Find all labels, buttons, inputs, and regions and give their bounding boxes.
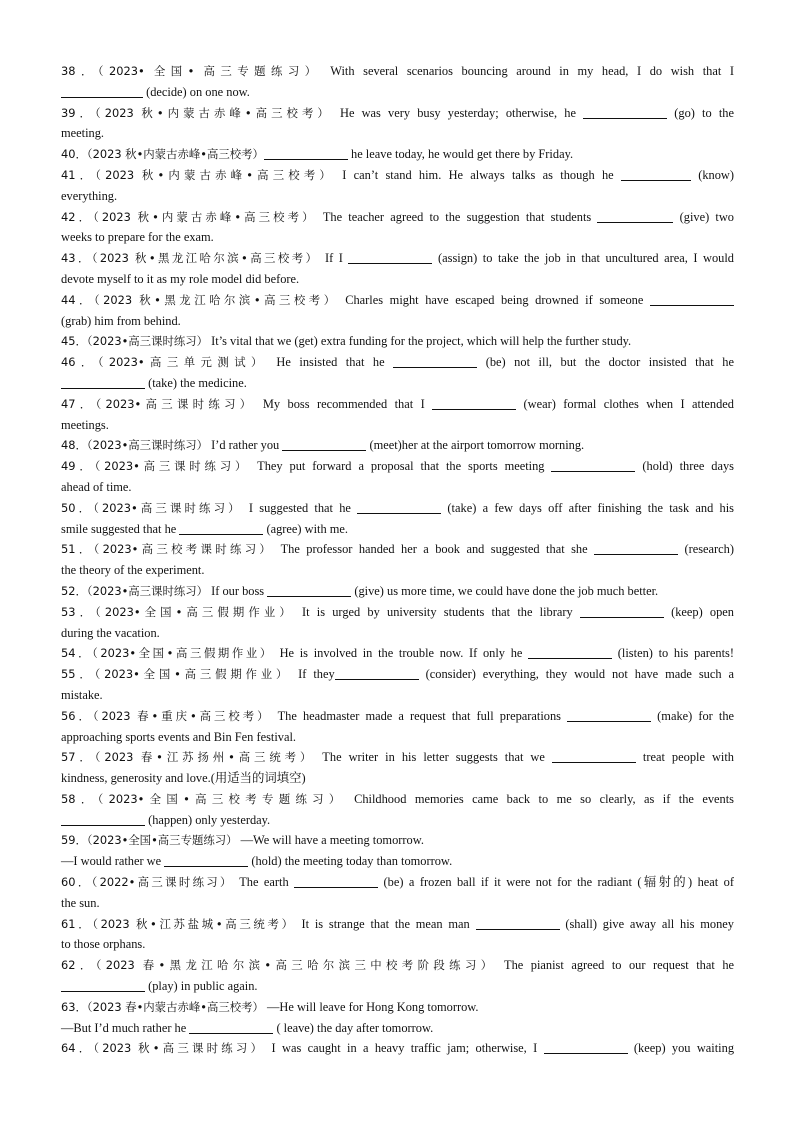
question-text: The pianist agreed to our request that he [496, 958, 735, 973]
question-line [61, 727, 734, 748]
question-text: (take) a few days off after finishing the task and his [441, 500, 735, 515]
question-line [61, 498, 734, 519]
exercise-page [61, 61, 734, 1059]
question-text: the sun. [61, 895, 100, 910]
question-49 [61, 456, 734, 498]
question-source: 60．（2022•高三课时练习） [61, 875, 234, 890]
question-44 [61, 290, 734, 332]
question-43 [61, 248, 734, 290]
question-text: He was very busy yesterday; otherwise, he [332, 105, 584, 120]
answer-blank[interactable] [650, 292, 734, 306]
question-source: 46．（2023•高三单元测试） [61, 355, 268, 370]
answer-blank[interactable] [476, 916, 560, 930]
answer-blank[interactable] [164, 853, 248, 867]
answer-blank[interactable] [61, 375, 145, 389]
question-line [61, 331, 734, 352]
question-source: 40．（2023 秋•内蒙古赤峰•高三校考） [61, 147, 264, 162]
question-text: I was caught in a heavy traffic jam; otherwise, I [265, 1041, 544, 1056]
answer-blank[interactable] [264, 146, 348, 160]
answer-blank[interactable] [544, 1040, 628, 1054]
question-45 [61, 331, 734, 352]
question-47 [61, 394, 734, 436]
question-59 [61, 830, 734, 872]
answer-blank[interactable] [597, 209, 673, 223]
question-text: smile suggested that he [61, 521, 180, 536]
question-line [61, 1018, 734, 1039]
question-line [61, 394, 734, 415]
question-source: 38．（2023• 全国• 高三专题练习） [61, 64, 322, 78]
question-60 [61, 872, 734, 914]
question-line [61, 456, 734, 477]
question-source: 61．（2023 秋•江苏盐城•高三统考） [61, 916, 296, 931]
answer-blank[interactable] [294, 874, 378, 888]
question-text: It’s vital that we (get) extra funding for the project, which will help the further study. [208, 334, 632, 349]
question-line [61, 435, 734, 456]
question-58 [61, 789, 734, 831]
question-38 [61, 61, 734, 103]
question-line [61, 1038, 734, 1059]
question-56 [61, 706, 734, 748]
answer-blank[interactable] [580, 604, 664, 618]
question-text: ( leave) the day after tomorrow. [273, 1020, 434, 1035]
question-source: 45．（2023•高三课时练习） [61, 334, 209, 349]
question-source: 53．（2023•全国•高三假期作业） [61, 604, 295, 619]
question-text: If our boss [208, 583, 268, 598]
question-source: 50．（2023•高三课时练习） [61, 500, 243, 515]
question-text: kindness, generosity and love.(用适当的词填空) [61, 771, 306, 786]
question-line [61, 789, 734, 810]
question-source: 57．（2023 春•江苏扬州•高三统考） [61, 750, 316, 765]
answer-blank[interactable] [335, 666, 419, 680]
question-source: 62．（2023 春•黑龙江哈尔滨•高三哈尔滨三中校考阶段练习） [61, 958, 497, 973]
question-text: he leave today, he would get there by Friday. [347, 147, 574, 162]
question-text: (research) [678, 542, 734, 557]
answer-blank[interactable] [179, 521, 263, 535]
question-text: I can’t stand him. He always talks as though he [334, 167, 621, 182]
answer-blank[interactable] [61, 978, 145, 992]
question-line [61, 373, 734, 394]
question-line [61, 623, 734, 644]
question-text: (be) a frozen ball if it were not for the radiant (辐射的) heat of [378, 875, 734, 890]
answer-blank[interactable] [583, 105, 667, 119]
question-53 [61, 602, 734, 644]
question-source: 49．（2023•高三课时练习） [61, 459, 251, 474]
question-57 [61, 747, 734, 789]
question-63 [61, 997, 734, 1039]
question-line [61, 893, 734, 914]
question-text: ahead of time. [61, 479, 132, 494]
question-source: 43．（2023 秋•黑龙江哈尔滨•高三校考） [61, 251, 320, 266]
question-source: 47．（2023•高三课时练习） [61, 396, 256, 411]
question-text: (hold) three days [635, 459, 734, 474]
question-line [61, 747, 734, 768]
question-line [61, 519, 734, 540]
question-text: (make) for the [651, 708, 735, 723]
question-text: (take) the medicine. [145, 375, 247, 390]
question-text: (meet)her at the airport tomorrow morning. [366, 438, 585, 453]
question-42 [61, 207, 734, 249]
question-line [61, 830, 734, 851]
answer-blank[interactable] [189, 1020, 273, 1034]
question-source: 44．（2023 秋•黑龙江哈尔滨•高三校考） [61, 292, 339, 307]
question-line [61, 851, 734, 872]
answer-blank[interactable] [348, 250, 432, 264]
question-line [61, 82, 734, 103]
question-55 [61, 664, 734, 706]
question-line [61, 186, 734, 207]
question-line [61, 706, 734, 727]
question-text: to those orphans. [61, 937, 146, 952]
question-text: —He will leave for Hong Kong tomorrow. [263, 999, 479, 1014]
question-line [61, 415, 734, 436]
question-line [61, 934, 734, 955]
question-line [61, 560, 734, 581]
question-line [61, 872, 734, 893]
question-line [61, 290, 734, 311]
question-61 [61, 914, 734, 956]
question-line [61, 311, 734, 332]
question-text: (go) to the [667, 105, 734, 120]
question-text: (play) in public again. [145, 979, 258, 994]
question-62 [61, 955, 734, 997]
question-text: (know) [690, 167, 735, 182]
question-line [61, 602, 734, 623]
question-line [61, 997, 734, 1018]
answer-blank[interactable] [567, 708, 651, 722]
question-text: The headmaster made a request that full preparations [271, 708, 568, 723]
question-line [61, 477, 734, 498]
question-text: the theory of the experiment. [61, 563, 205, 578]
question-line [61, 539, 734, 560]
question-text: (wear) formal clothes when I attended [516, 396, 734, 411]
answer-blank[interactable] [282, 437, 366, 451]
question-text: —But I’d much rather he [61, 1020, 190, 1035]
question-text: approaching sports events and Bin Fen festival. [61, 729, 297, 744]
question-text: (happen) only yesterday. [145, 812, 271, 827]
answer-blank[interactable] [432, 396, 516, 410]
question-text: —I would rather we [61, 854, 165, 869]
question-text: (decide) on one now. [143, 84, 250, 99]
question-source: 54．（2023•全国•高三假期作业） [61, 646, 274, 661]
answer-blank[interactable] [61, 812, 145, 826]
answer-blank[interactable] [393, 354, 477, 368]
question-text: I suggested that he [242, 500, 358, 515]
question-line [61, 643, 734, 664]
question-line [61, 165, 734, 186]
question-48 [61, 435, 734, 456]
question-text: (be) not ill, but the doctor insisted that he [477, 355, 734, 370]
question-64 [61, 1038, 734, 1059]
question-text: With several scenarios bouncing around in my head, I do wish that I [321, 64, 734, 78]
question-source: 51．（2023•高三校考课时练习） [61, 542, 275, 557]
question-text: The teacher agreed to the suggestion that students [316, 209, 598, 224]
question-text: The professor handed her a book and suggested that she [274, 542, 595, 557]
answer-blank[interactable] [61, 84, 143, 98]
question-source: 58．（2023•全国•高三校考专题练习） [61, 791, 346, 806]
question-text: (grab) him from behind. [61, 313, 181, 328]
question-39 [61, 103, 734, 145]
question-source: 59．（2023•全国•高三专题练习） [61, 833, 238, 848]
answer-blank[interactable] [267, 583, 351, 597]
question-line [61, 810, 734, 831]
question-line [61, 61, 734, 82]
answer-blank[interactable] [551, 458, 635, 472]
question-text: (listen) to his parents! [612, 646, 734, 661]
question-source: 42．（2023 秋•内蒙古赤峰•高三校考） [61, 209, 317, 224]
question-text: (assign) to take the job in that uncultured area, I would [432, 251, 735, 266]
question-line [61, 581, 734, 602]
question-text: He insisted that he [267, 355, 394, 370]
question-line [61, 955, 734, 976]
question-source: 52．（2023•高三课时练习） [61, 583, 209, 598]
question-text: meeting. [61, 126, 105, 141]
question-text: If they [291, 667, 335, 682]
question-text: —We will have a meeting tomorrow. [237, 833, 424, 848]
question-line [61, 123, 734, 144]
question-text: devote myself to it as my role model did before. [61, 271, 300, 286]
question-text: It is strange that the mean man [295, 916, 476, 931]
question-51 [61, 539, 734, 581]
question-line [61, 352, 734, 373]
question-source: 56．（2023 春•重庆•高三校考） [61, 708, 272, 723]
question-source: 48．（2023•高三课时练习） [61, 438, 209, 453]
question-line [61, 227, 734, 248]
question-52 [61, 581, 734, 602]
question-text: (shall) give away all his money [559, 916, 734, 931]
question-text: (keep) open [663, 604, 734, 619]
question-line [61, 269, 734, 290]
question-text: during the vacation. [61, 625, 160, 640]
question-line [61, 207, 734, 228]
question-source: 39．（2023 秋•内蒙古赤峰•高三校考） [61, 105, 333, 120]
question-text: mistake. [61, 687, 103, 702]
question-text: meetings. [61, 417, 109, 432]
answer-blank[interactable] [528, 645, 612, 659]
question-text: The earth [233, 875, 295, 890]
question-text: My boss recommended that I [255, 396, 433, 411]
question-text: (agree) with me. [263, 521, 349, 536]
answer-blank[interactable] [594, 541, 678, 555]
question-source: 55．（2023•全国•高三假期作业） [61, 667, 292, 682]
question-source: 64．（2023 秋•高三课时练习） [61, 1041, 266, 1056]
question-46 [61, 352, 734, 394]
question-text: (give) us more time, we could have done the job much better. [351, 583, 659, 598]
question-text: treat people with [635, 750, 734, 765]
question-text: It is urged by university students that the library [294, 604, 580, 619]
question-40 [61, 144, 734, 165]
answer-blank[interactable] [357, 500, 441, 514]
question-50 [61, 498, 734, 540]
question-54 [61, 643, 734, 664]
question-line [61, 685, 734, 706]
answer-blank[interactable] [621, 167, 691, 181]
question-line [61, 768, 734, 789]
question-text: weeks to prepare for the exam. [61, 230, 214, 245]
answer-blank[interactable] [552, 749, 636, 763]
question-line [61, 248, 734, 269]
question-text: Charles might have escaped being drowned if someone [338, 292, 650, 307]
question-41 [61, 165, 734, 207]
question-line [61, 976, 734, 997]
question-text: (hold) the meeting today than tomorrow. [248, 854, 453, 869]
question-line [61, 144, 734, 165]
question-text: (give) two [673, 209, 734, 224]
question-text: I’d rather you [208, 438, 283, 453]
question-text: everything. [61, 188, 118, 203]
question-line [61, 664, 734, 685]
question-text: They put forward a proposal that the sports meeting [250, 459, 552, 474]
question-text: (keep) you waiting [627, 1041, 735, 1056]
question-text: Childhood memories came back to me so clearly, as if the events [345, 791, 734, 806]
question-line [61, 103, 734, 124]
question-line [61, 914, 734, 935]
question-text: If I [319, 251, 349, 266]
question-source: 63．（2023 春•内蒙古赤峰•高三校考） [61, 999, 264, 1014]
question-text: The writer in his letter suggests that we [315, 750, 552, 765]
question-text: (consider) everything, they would not have made such a [418, 667, 734, 682]
question-text: He is involved in the trouble now. If only he [273, 646, 529, 661]
question-source: 41．（2023 秋•内蒙古赤峰•高三校考） [61, 167, 335, 182]
